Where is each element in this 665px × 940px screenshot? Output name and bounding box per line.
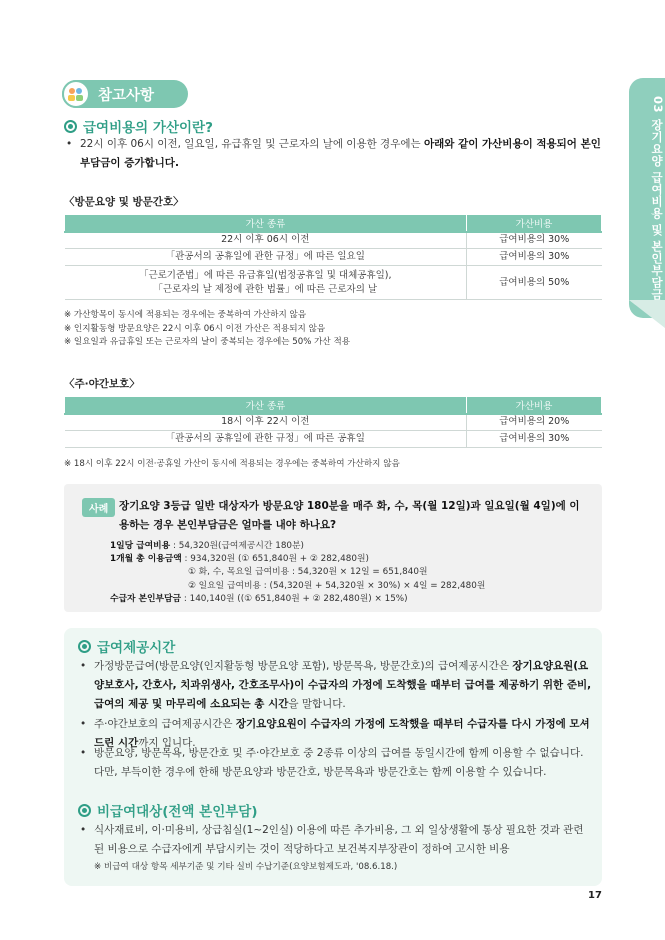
people-icon bbox=[62, 80, 90, 108]
reference-title: 참고사항 bbox=[98, 87, 155, 104]
table-row bbox=[65, 266, 602, 300]
visit-care-header-rate: 가산비용 bbox=[467, 215, 602, 232]
target-icon bbox=[64, 120, 77, 133]
visit-care-type: 22시 이후 06시 이전 bbox=[65, 232, 467, 249]
chapter-side-tab-text bbox=[629, 88, 665, 308]
day-night-type: 「관공서의 공휴일에 관한 규정」에 따른 공휴일 bbox=[65, 431, 467, 448]
visit-care-type-line1: 「근로기준법」에 따른 유급휴일(법정공휴일 및 대체공휴일), bbox=[138, 269, 392, 281]
visit-care-rate: 급여비용의 50% bbox=[467, 266, 602, 300]
surcharge-bullet-bold: 아래와 같이 가산비용이 적용되어 본인부담금이 증가합니다. bbox=[80, 138, 601, 169]
calc-line-2: ② 일요일 급여비용 : (54,320원 + 54,320원 × 30%) × 4일 = 282,480원 bbox=[188, 580, 486, 591]
b3-text: 방문요양, 방문목욕, 방문간호 및 주·야간보호 중 2종류 이상의 급여를 동일시간에 함께 이용할 수 없습니다. 다만, 부득이한 경우에 한해 방문요양과 방문간호, 방문목욕과 방문간호는 함께 이용할 수 있습니다. bbox=[94, 747, 584, 778]
chapter-side-tab[interactable] bbox=[629, 78, 665, 318]
monthly-total-value: : 934,320원 (① 651,840원 + ② 282,480원) bbox=[181, 554, 369, 565]
b2-text-1: 주·야간보호의 급여제공시간은 bbox=[94, 718, 236, 730]
visit-care-title: 〈방문요양 및 방문간호〉 bbox=[64, 196, 184, 208]
non-covered-bullet bbox=[80, 821, 592, 859]
day-night-title: 〈주·야간보호〉 bbox=[64, 378, 140, 390]
day-night-header-type: 가산 종류 bbox=[65, 397, 467, 414]
bullet-dot-icon: • bbox=[80, 718, 87, 730]
monthly-total-label: 1개월 총 이용금액 bbox=[110, 554, 182, 565]
info-box bbox=[64, 628, 602, 886]
day-night-type: 18시 이후 22시 이전 bbox=[65, 414, 467, 431]
side-tab-fold-shape bbox=[629, 300, 665, 328]
non-covered-heading-text: 비급여대상(전액 본인부담) bbox=[97, 804, 258, 820]
reference-badge bbox=[62, 80, 188, 108]
non-covered-text: 식사재료비, 이·미용비, 상급침실(1~2인실) 이용에 따른 추가비용, 그 외 일상생활에 통상 필요한 것과 관련된 비용으로 수급자에게 부담시키는 것이 적당하다고 보건복지부장관이 정하여 고시한 비용 bbox=[94, 824, 584, 855]
b2-text-bold: 장기요양요원이 수급자의 가정에 도착했을 때부터 수급자를 다시 가정에 모셔드린 시간 bbox=[94, 718, 590, 749]
day-night-rate: 급여비용의 30% bbox=[467, 431, 602, 448]
daily-cost-label: 1일당 급여비용 bbox=[110, 541, 171, 551]
copay-value: : 140,140원 ((① 651,840원 + ② 282,480원) × 15%) bbox=[181, 593, 408, 604]
day-night-header-rate: 가산비용 bbox=[467, 397, 602, 414]
chapter-title: 장기요양 급여비용 및 본인부담금 bbox=[650, 118, 664, 301]
table-row bbox=[65, 431, 602, 448]
visit-care-rate: 급여비용의 30% bbox=[467, 232, 602, 249]
surcharge-heading-text: 급여비용의 가산이란? bbox=[83, 120, 213, 136]
copay-label: 수급자 본인부담금 bbox=[110, 593, 182, 604]
table-row bbox=[65, 414, 602, 431]
service-time-bullet-1 bbox=[80, 657, 592, 714]
day-night-rate: 급여비용의 20% bbox=[467, 414, 602, 431]
example-calculation bbox=[110, 540, 485, 606]
b1-text-1: 가정방문급여(방문요양(인지활동형 방문요양 포함), 방문목욕, 방문간호)의 급여제공시간은 bbox=[94, 660, 513, 672]
service-time-heading-text: 급여제공시간 bbox=[97, 640, 176, 656]
note-line: ※ 가산항목이 동시에 적용되는 경우에는 중복하여 가산하지 않음 bbox=[64, 310, 307, 320]
example-question: 장기요양 3등급 일반 대상자가 방문요양 180분을 매주 화, 수, 목(월 12일)과 일요일(월 4일)에 이용하는 경우 본인부담금은 얼마를 내야 하나요? bbox=[119, 500, 580, 531]
service-time-heading bbox=[78, 636, 175, 656]
day-night-table bbox=[64, 396, 602, 448]
example-tag: 사례 bbox=[82, 498, 115, 517]
service-time-bullet-3 bbox=[80, 744, 592, 782]
visit-care-table bbox=[64, 214, 602, 300]
surcharge-bullet bbox=[66, 135, 606, 173]
note-line: ※ 일요일과 유급휴일 또는 근로자의 날이 중복되는 경우에는 50% 가산 적용 bbox=[64, 337, 351, 347]
bullet-dot-icon: • bbox=[80, 824, 87, 836]
non-covered-heading bbox=[78, 800, 258, 820]
surcharge-bullet-text: 22시 이후 06시 이전, 일요일, 유급휴일 및 근로자의 날에 이용한 경우에는 bbox=[80, 138, 424, 150]
bullet-dot-icon: • bbox=[66, 138, 73, 150]
non-covered-note: ※ 비급여 대상 항목 세부기준 및 기타 실비 수납기준(요양보험제도과, '08.6.18.) bbox=[94, 862, 398, 872]
page-number: 17 bbox=[588, 890, 602, 901]
chapter-number: 03 bbox=[651, 95, 665, 113]
day-night-note: ※ 18시 이후 22시 이전·공휴일 가산이 동시에 적용되는 경우에는 중복하여 가산하지 않음 bbox=[64, 459, 400, 469]
table-row bbox=[65, 232, 602, 249]
visit-care-type-multiline bbox=[65, 266, 467, 300]
surcharge-heading bbox=[64, 116, 213, 136]
visit-care-rate: 급여비용의 30% bbox=[467, 249, 602, 266]
note-line: ※ 인지활동형 방문요양은 22시 이후 06시 이전 가산은 적용되지 않음 bbox=[64, 323, 326, 334]
b1-text-bold: 장기요양요원(요양보호사, 간호사, 치과위생사, 간호조무사)이 수급자의 가정에 도착했을 때부터 급여를 제공하기 위한 준비, 급여의 제공 및 마무리에 소요되는 총 시간 bbox=[94, 660, 592, 710]
visit-care-type-line2: 「근로자의 날 제정에 관한 법률」에 따른 근로자의 날 bbox=[153, 283, 378, 295]
bullet-dot-icon: • bbox=[80, 747, 87, 759]
daily-cost-value: : 54,320원(급여제공시간 180분) bbox=[170, 541, 304, 551]
b1-text-2: 을 말합니다. bbox=[288, 698, 346, 710]
target-icon bbox=[78, 640, 91, 653]
bullet-dot-icon: • bbox=[80, 660, 87, 672]
example-box bbox=[64, 484, 602, 612]
visit-care-type: 「관공서의 공휴일에 관한 규정」에 따른 일요일 bbox=[65, 249, 467, 266]
table-row bbox=[65, 249, 602, 266]
visit-care-notes bbox=[64, 309, 350, 350]
visit-care-header-type: 가산 종류 bbox=[65, 215, 467, 232]
calc-line-1: ① 화, 수, 목요일 급여비용 : 54,320원 × 12일 = 651,840원 bbox=[188, 567, 428, 578]
target-icon bbox=[78, 804, 91, 817]
b2-text-2: 까지 입니다. bbox=[138, 737, 196, 749]
